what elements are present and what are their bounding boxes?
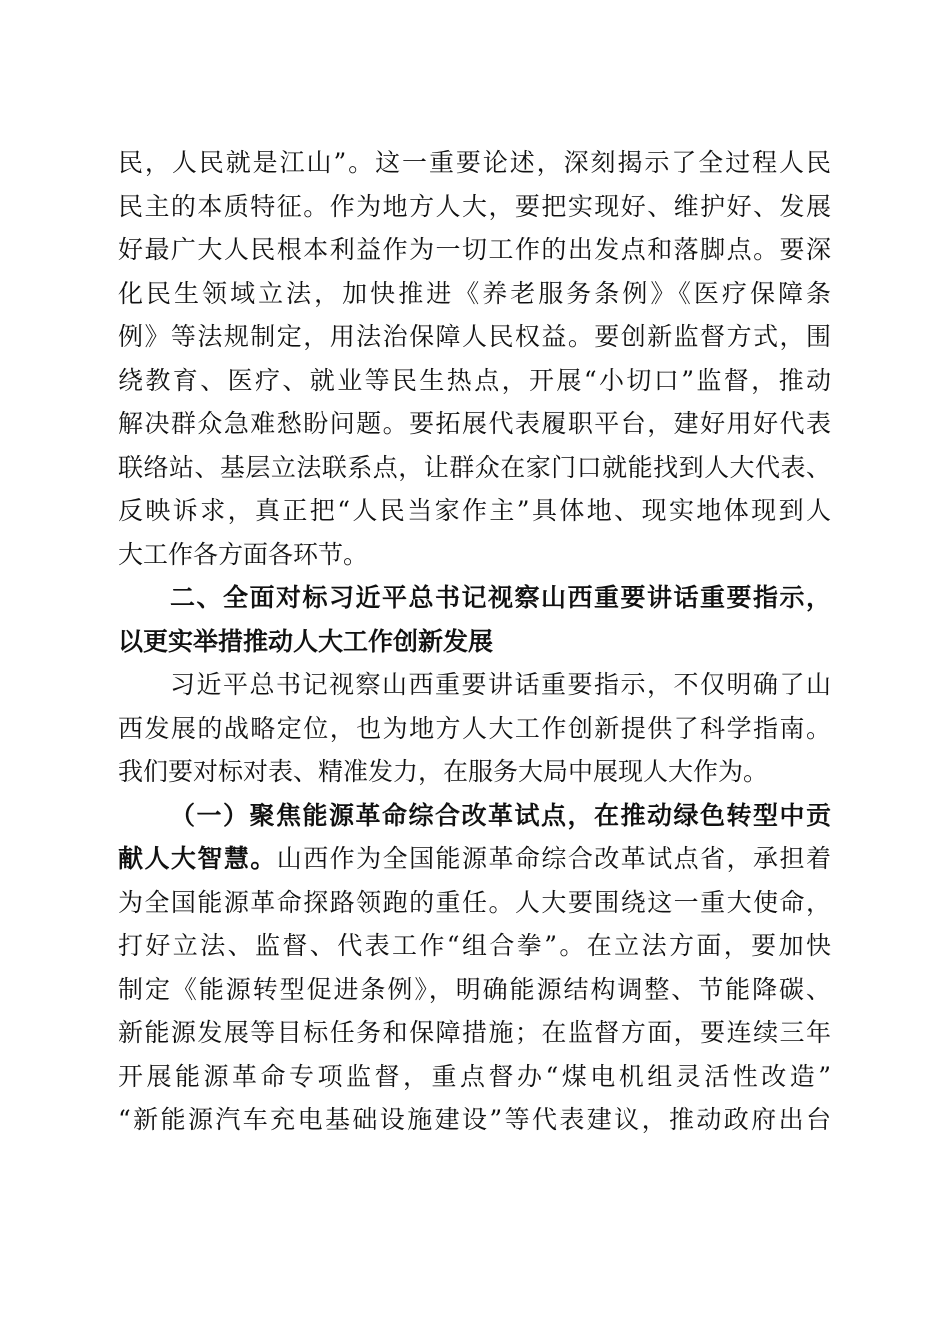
text-line: 民主的本质特征。作为地方人大，要把实现好、维护好、发展 (118, 191, 831, 221)
text-line (118, 837, 831, 881)
text-line: 新能源发展等目标任务和保障措施；在监督方面，要连续三年 (118, 1018, 831, 1047)
text-line: 为全国能源革命探路领跑的重任。人大要围绕这一重大使命， (118, 887, 831, 917)
text-line: 好最广大人民根本利益作为一切工作的出发点和落脚点。要深 (118, 235, 831, 264)
text-line: 民，人民就是江山”。这一重要论述，深刻揭示了全过程人民 (118, 148, 831, 177)
paragraph-shanxi-guidance (118, 663, 831, 794)
text-span: 山西作为全国能源革命综合改革试点省，承担着 (276, 844, 831, 873)
subheading-line: （一）聚焦能源革命综合改革试点，在推动绿色转型中贡 (170, 800, 831, 830)
text-line: 反映诉求，真正把“人民当家作主”具体地、现实地体现到人 (118, 496, 831, 525)
text-line: 制定《能源转型促进条例》，明确能源结构调整、节能降碳、 (118, 974, 831, 1004)
text-line: 解决群众急难愁盼问题。要拓展代表履职平台，建好用好代表 (118, 409, 831, 438)
text-line: 联络站、基层立法联系点，让群众在家门口就能找到人大代表、 (118, 452, 831, 482)
text-line: 例》等法规制定，用法治保障人民权益。要创新监督方式，围 (118, 322, 831, 351)
section-heading-2 (118, 576, 831, 663)
heading-line: 二、全面对标习近平总书记视察山西重要讲话重要指示， (170, 583, 831, 612)
subheading-tail: 献人大智慧。 (118, 844, 277, 873)
document-page (118, 141, 831, 1142)
text-line: 化民生领域立法，加快推进《养老服务条例》《医疗保障条 (118, 278, 831, 308)
text-line: “新能源汽车充电基础设施建设”等代表建议，推动政府出台 (118, 1105, 831, 1134)
text-line: 我们要对标对表、精准发力，在服务大局中展现人大作为。 (118, 757, 769, 786)
heading-line: 以更实举措推动人大工作创新发展 (118, 626, 494, 656)
text-line: 大工作各方面各环节。 (118, 539, 369, 569)
paragraph-energy-revolution (118, 794, 831, 1142)
text-line: 打好立法、监督、代表工作“组合拳”。在立法方面，要加快 (118, 931, 831, 960)
text-line: 习近平总书记视察山西重要讲话重要指示，不仅明确了山 (170, 670, 831, 699)
text-line: 开展能源革命专项监督，重点督办“煤电机组灵活性改造” (118, 1061, 831, 1091)
text-line: 西发展的战略定位，也为地方人大工作创新提供了科学指南。 (118, 713, 831, 743)
text-line: 绕教育、医疗、就业等民生热点，开展“小切口”监督，推动 (118, 365, 831, 395)
paragraph-people-democracy (118, 141, 831, 576)
